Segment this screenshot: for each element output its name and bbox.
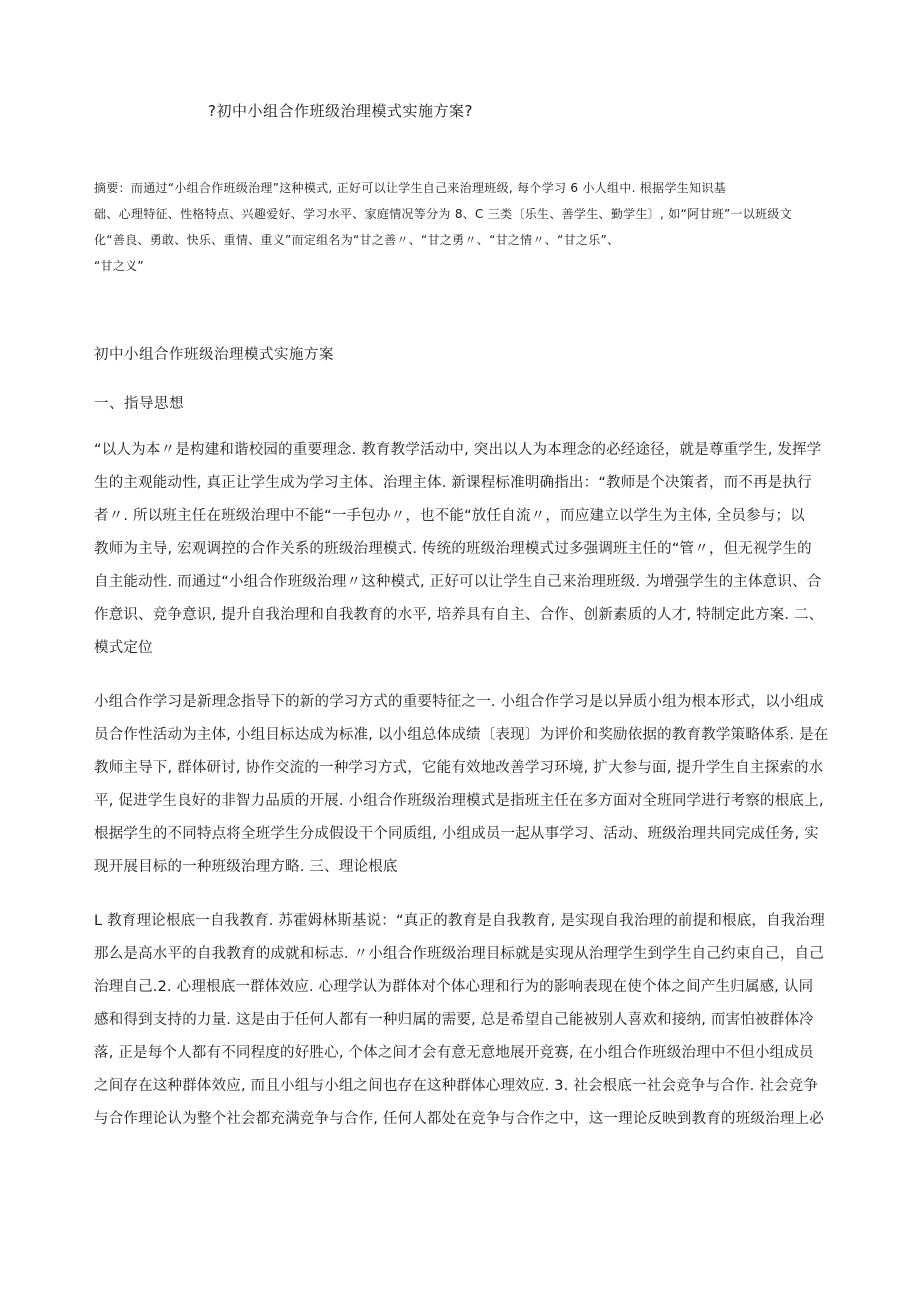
abstract-line: 摘要：而通过“小组合作班级治理”这种模式, 正好可以让学生自己来治理班级, 每个学习 6 小人组中. 根据学生知识基 bbox=[94, 181, 726, 195]
paragraph-theoretical-basis bbox=[94, 905, 860, 1136]
paragraph-line: 自主能动性. 而通过“小组合作班级治理〃这种模式, 正好可以让学生自己来治理班级. 为增强学生的主体意识、合 bbox=[94, 574, 822, 590]
paragraph-line: 小组合作学习是新理念指导下的新的学习方式的重要特征之一. 小组合作学习是以异质小组为根本形式，以小组成 bbox=[94, 694, 824, 710]
paragraph-line: 根据学生的不同特点将全班学生分成假设干个同质组, 小组成员一起从事学习、活动、班级治理共同完成任务, 实 bbox=[94, 826, 819, 842]
paragraph-line: 教师为主导, 宏观调控的合作关系的班级治理模式. 传统的班级治理模式过多强调班主任的“管〃，但无视学生的 bbox=[94, 541, 812, 557]
abstract bbox=[94, 175, 834, 279]
paragraph-guiding-ideology bbox=[94, 434, 860, 665]
abstract-line: “甘之义” bbox=[94, 259, 144, 273]
paragraph-line: 平, 促进学生良好的非智力品质的开展. 小组合作班级治理模式是指班主任在多方面对全班同学进行考察的根底上, bbox=[94, 793, 824, 809]
paragraph-line: L 教育理论根底一自我教育. 苏霍姆林斯基说：“真正的教育是自我教育, 是实现自我治理的前提和根底，自我治理 bbox=[94, 913, 825, 929]
paragraph-line: 者〃. 所以班主任在班级治理中不能“一手包办〃，也不能“放任自流〃，而应建立以学生为主体, 全员参与；以 bbox=[94, 508, 805, 524]
paragraph-model-positioning bbox=[94, 686, 860, 884]
section-title: 初中小组合作班级治理模式实施方案 bbox=[94, 347, 334, 363]
paragraph-line: 与合作理论认为整个社会都充满竞争与合作, 任何人都处在竞争与合作之中，这一理论反映到教育的班级治理上必 bbox=[94, 1111, 824, 1127]
paragraph-line: 作意识、竞争意识, 提升自我治理和自我教育的水平, 培养具有自主、合作、创新素质的人才, 特制定此方案. 二、 bbox=[94, 607, 824, 623]
abstract-line: 化“善良、勇敢、快乐、重情、重义”而定组名为“甘之善〃、“甘之勇〃、“甘之情〃、“甘之乐”、 bbox=[94, 233, 620, 247]
paragraph-line: 感和得到支持的力量. 这是由于任何人都有一种归属的需要, 总是希望自己能被别人喜欢和接纳, 而害怕被群体冷 bbox=[94, 1012, 814, 1028]
abstract-line: 础、心理特征、性格特点、兴趣爱好、学习水平、家庭情况等分为 8、C 三类〔乐生、善学生、勤学生〕, 如“阿甘班”一以班级文 bbox=[94, 207, 793, 221]
paragraph-line: 之间存在这种群体效应, 而且小组与小组之间也存在这种群体心理效应. 3. 社会根底一社会竞争与合作. 社会竞争 bbox=[94, 1078, 819, 1094]
heading-guiding-ideology: 一、指导思想 bbox=[94, 396, 184, 412]
paragraph-line: 治理自己.2. 心理根底一群体效应. 心理学认为群体对个体心理和行为的影响表现在使个体之间产生归属感, 认同 bbox=[94, 979, 814, 995]
paragraph-line: “以人为本〃是构建和谐校园的重要理念. 教育教学活动中, 突出以人为本理念的必经途径，就是尊重学生, 发挥学 bbox=[94, 442, 822, 458]
paragraph-line: 员合作性活动为主体, 小组目标达成为标准, 以小组总体成绩〔表现〕为评价和奖励依据的教育教学策略体系. 是在 bbox=[94, 727, 829, 743]
document-title: ?初中小组合作班级治理模式实施方案? bbox=[208, 102, 473, 120]
paragraph-line: 教师主导下, 群体研讨, 协作交流的一种学习方式，它能有效地改善学习环境, 扩大参与面, 提升学生自主探索的水 bbox=[94, 760, 824, 776]
paragraph-line: 那么是高水平的自我教育的成就和标志. 〃小组合作班级治理目标就是实现从治理学生到学生自己约束自己，自己 bbox=[94, 946, 824, 962]
paragraph-line: 落, 正是每个人都有不同程度的好胜心, 个体之间才会有意无意地展开竞赛, 在小组合作班级治理中不但小组成员 bbox=[94, 1045, 814, 1061]
paragraph-line: 生的主观能动性, 真正让学生成为学习主体、治理主体. 新课程标准明确指出：“教师是个决策者，而不再是执行 bbox=[94, 475, 812, 491]
paragraph-line: 模式定位 bbox=[94, 640, 153, 656]
paragraph-line: 现开展目标的一种班级治理方略. 三、理论根底 bbox=[94, 859, 398, 875]
